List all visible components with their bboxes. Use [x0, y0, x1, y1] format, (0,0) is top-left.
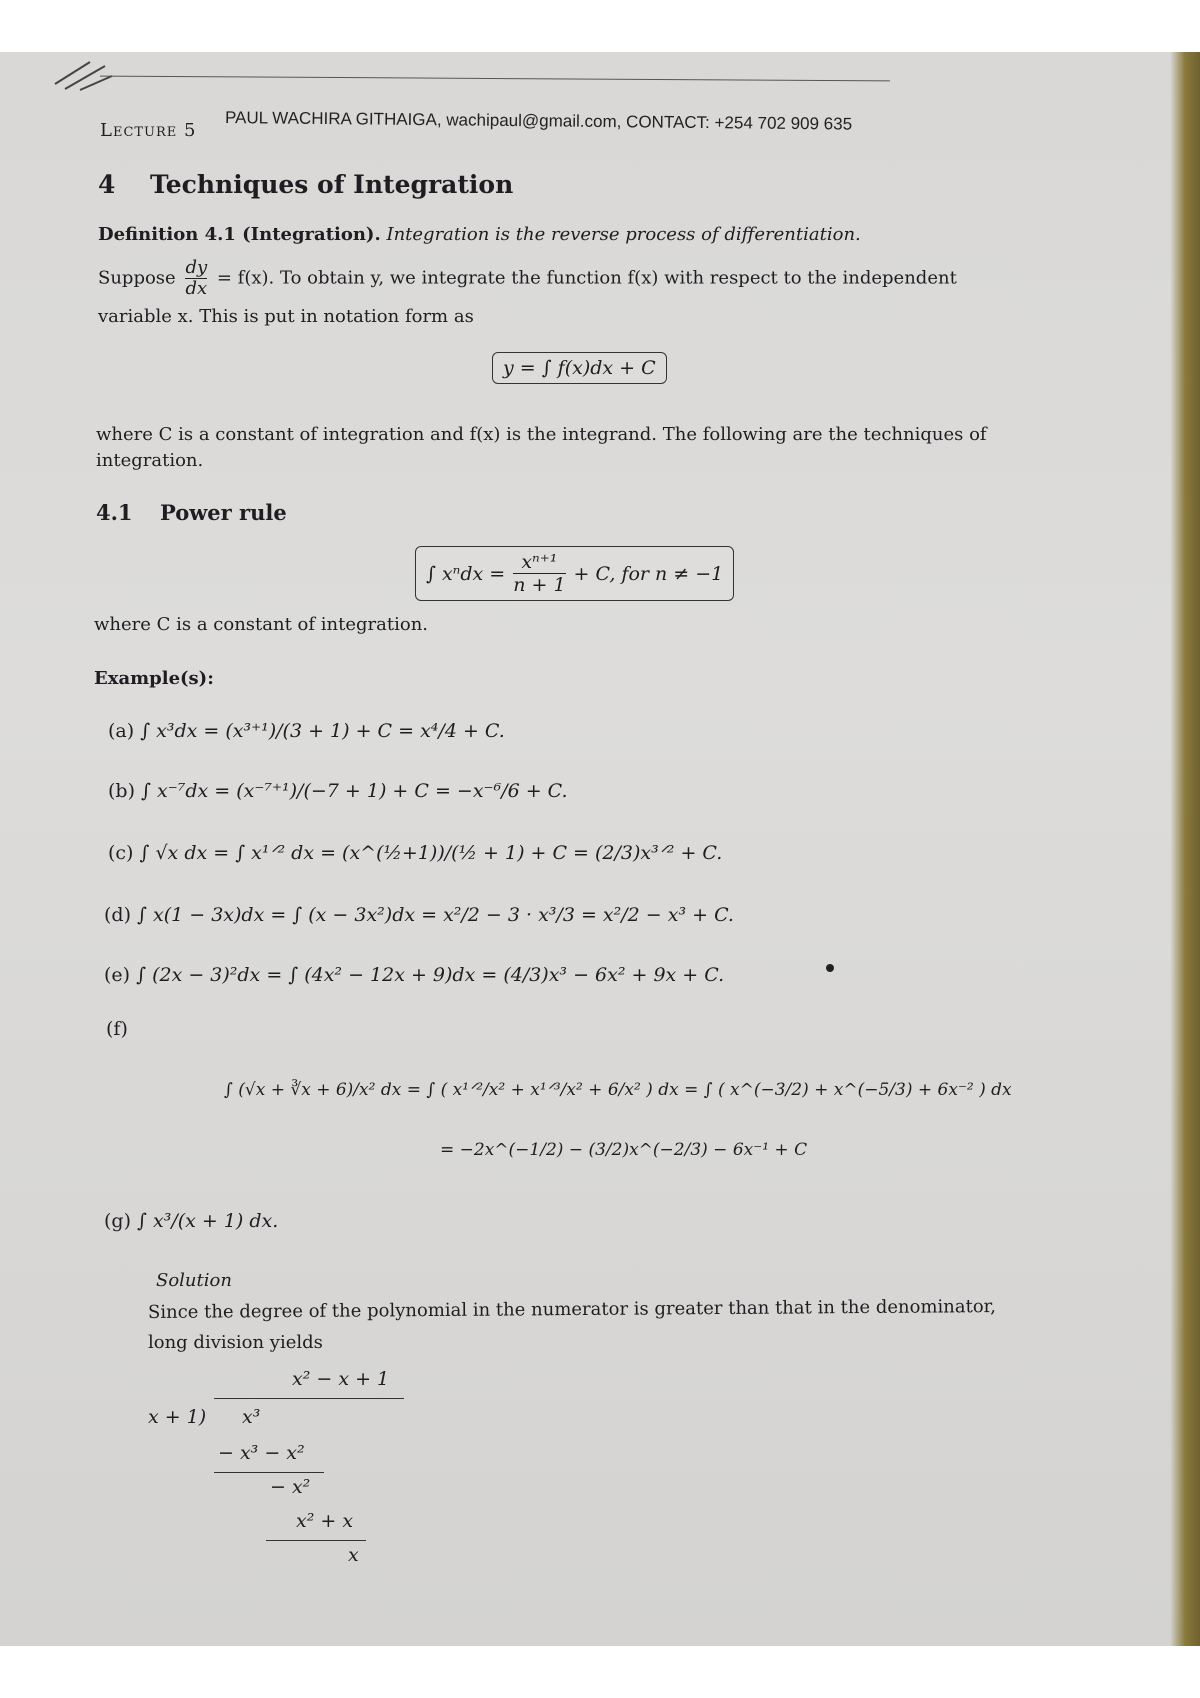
division-top-bar: [214, 1398, 404, 1399]
division-step-4: x: [348, 1544, 359, 1566]
pen-scratch-mark: [50, 54, 120, 94]
division-divisor: x + 1): [148, 1406, 207, 1428]
division-rule-2: [266, 1540, 366, 1541]
solution-text-1: Since the degree of the polynomial in the numerator is greater than that in the denominator,: [147, 1296, 997, 1323]
header-rule: [100, 76, 890, 82]
example-e: (e) ∫ (2x − 3)²dx = ∫ (4x² − 12x + 9)dx = (4/3)x³ − 6x² + 9x + C.: [104, 964, 725, 986]
example-d: (d) ∫ x(1 − 3x)dx = ∫ (x − 3x²)dx = x²/2 − 3 · x³/3 = x²/2 − x³ + C.: [104, 904, 734, 926]
definition-text: Integration is the reverse process of differentiation.: [386, 224, 861, 245]
constant-note: where C is a constant of integration.: [94, 614, 429, 635]
intro-line-2: variable x. This is put in notation form as: [98, 306, 474, 327]
solution-text-2: long division yields: [148, 1332, 323, 1353]
definition-label: Definition 4.1 (Integration).: [98, 224, 381, 245]
power-rule-fraction: $\frac{\text{xⁿ⁺¹}}{n + 1}$: [513, 551, 566, 596]
paper-sheet: [0, 52, 1200, 1646]
integrand-explanation-1: where C is a constant of integration and f(x) is the integrand. The following are the techniques of: [96, 424, 987, 445]
page-edge-shadow: [1170, 52, 1200, 1646]
division-dividend: x³: [242, 1406, 261, 1428]
lecture-label: Lecture 5: [100, 120, 197, 141]
power-rule-formula: [415, 546, 734, 601]
example-g: (g) ∫ x³/(x + 1) dx.: [104, 1210, 279, 1232]
intro-line-1: [98, 258, 957, 299]
division-step-1: − x³ − x²: [218, 1442, 305, 1464]
example-a: (a) ∫ x³dx = (x³⁺¹)/(3 + 1) + C = x⁴/4 + C.: [108, 720, 505, 742]
ink-dot: [826, 964, 834, 972]
dy-dx-fraction: $\frac{dy}{dx}$: [185, 257, 208, 299]
intro-continuation: = f(x). To obtain y, we integrate the function f(x) with respect to the independent: [216, 267, 957, 289]
integrand-explanation-2: integration.: [96, 450, 204, 471]
example-c: (c) ∫ √x dx = ∫ x¹ᐟ² dx = (x^(½+1))/(½ + 1) + C = (2/3)x³ᐟ² + C.: [108, 842, 723, 864]
section-title: Techniques of Integration: [150, 170, 514, 199]
power-rule-rhs: + C, for n ≠ −1: [573, 562, 724, 585]
bottom-margin: [0, 1646, 1200, 1698]
division-quotient: x² − x + 1: [292, 1368, 390, 1390]
subsection-number: 4.1: [96, 500, 133, 525]
division-step-2: − x²: [270, 1476, 311, 1498]
division-rule-1: [214, 1472, 324, 1473]
section-number: 4: [98, 170, 116, 199]
intro-suppose: Suppose: [98, 267, 176, 289]
solution-heading: Solution: [156, 1270, 232, 1291]
example-f-line-1: ∫ (√x + ∛x + 6)/x² dx = ∫ ( x¹ᐟ²/x² + x¹ᐟ³/x² + 6/x² ) dx = ∫ ( x^(−3/2) + x^(−5/3) + 6x⁻² ) dx: [224, 1080, 1012, 1100]
author-contact-line: PAUL WACHIRA GITHAIGA, wachipaul@gmail.com, CONTACT: +254 702 909 635: [224, 108, 853, 134]
power-rule-lhs: ∫ xⁿdx =: [426, 562, 506, 585]
division-step-3: x² + x: [296, 1510, 354, 1532]
example-f-line-2: = −2x^(−1/2) − (3/2)x^(−2/3) − 6x⁻¹ + C: [440, 1140, 808, 1160]
definition-block: [98, 224, 861, 245]
example-f-label: (f): [106, 1018, 128, 1040]
integral-definition-formula: y = ∫ f(x)dx + C: [492, 352, 667, 384]
examples-heading: Example(s):: [94, 668, 214, 689]
example-b: (b) ∫ x⁻⁷dx = (x⁻⁷⁺¹)/(−7 + 1) + C = −x⁻⁶/6 + C.: [108, 780, 568, 802]
subsection-title: Power rule: [160, 500, 287, 525]
